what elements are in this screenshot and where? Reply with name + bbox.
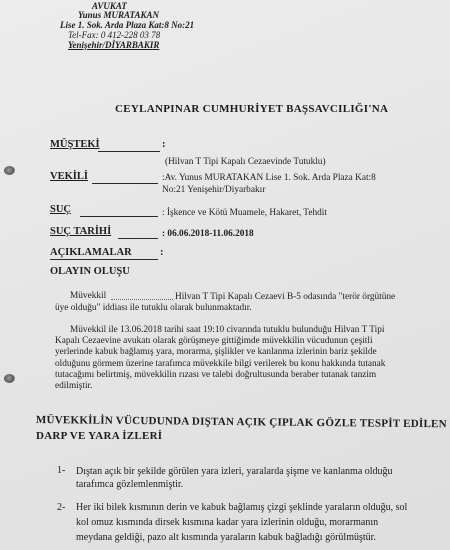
lawyer-address: Lise 1. Sok. Arda Plaza Kat:8 No:21 <box>60 20 195 30</box>
item-number: 1- <box>57 465 66 476</box>
lawyer-telfax: Tel-Fax: 0 412-228 03 78 <box>68 30 161 40</box>
item-1-line2: tarafımca gözlemlenmiştir. <box>76 479 184 490</box>
olay-paragraph-2 <box>55 325 415 392</box>
client-name-redacted <box>111 297 173 300</box>
olay-p1-start: Müvekkil <box>70 291 107 301</box>
vekili-label: VEKİLİ <box>50 171 88 182</box>
suc-value: : İşkence ve Kötü Muamele, Hakaret, Tehdit <box>162 208 327 218</box>
lawyer-title: AVUKAT <box>92 1 127 11</box>
section-heading-line1: MÜVEKKİLİN VÜCUDUNDA DIŞTAN AÇIK ÇIPLAK GÖZLE TESPİT EDİLEN <box>35 414 447 431</box>
suc-label: SUÇ <box>50 204 72 215</box>
item-2-line1: Her iki bilek kısmının derin ve kabuk bağlamış çizgi şeklinde yaraların olduğu, sol <box>76 502 408 513</box>
olay-p2-line: edilmiştir. <box>55 381 93 392</box>
item-2-line3: meydana geldiği, pazo alt kısmında yaraların kabuk bağladığı görülmüştür. <box>76 532 376 543</box>
olay-p2-line: Kapalı Cezaevine avukatı olarak görüşmeye gittiğimde müvekkilin vücudunun çeşitli <box>55 336 373 347</box>
suc-tarihi-line <box>118 238 158 239</box>
suc-tarihi-label: SUÇ TARİHİ <box>50 226 112 237</box>
musteki-label: MÜŞTEKİ <box>50 139 100 150</box>
musteki-redacted-line <box>98 151 160 152</box>
suc-tarihi-value: : 06.06.2018-11.06.2018 <box>162 229 254 239</box>
olay-p2-line: olduğunu görmem üzerine tarafımca müvekkile bilgi verilerek bu konu hakkında tutanak <box>55 358 386 369</box>
punch-hole <box>4 374 15 383</box>
aciklamalar-line <box>50 259 158 260</box>
section-heading-line2: DARP VE YARA İZLERİ <box>36 430 163 442</box>
olay-title: OLAYIN OLUŞU <box>50 266 130 277</box>
musteki-value: (Hilvan T Tipi Kapalı Cezaevinde Tutuklu) <box>165 157 326 167</box>
aciklamalar-colon: : <box>160 247 164 258</box>
olay-p1-middle: Hilvan T Tipi Kapalı Cezaevi B-5 odasında "terör örgütüne <box>175 292 396 302</box>
olay-p2-line: tutacağımı belirtmiş, müvekkilin rızası ve talebi doğrultusunda beraber tutanak tanzim <box>55 369 377 380</box>
item-number: 2- <box>57 502 66 513</box>
lawyer-name: Yunus MURATAKAN <box>78 10 159 20</box>
suc-line <box>80 216 158 217</box>
item-1-line1: Dıştan açık bir şekilde görülen yara izleri, yaralarda şişme ve kanlanma olduğu <box>76 466 393 477</box>
aciklamalar-label: AÇIKLAMALAR <box>50 247 132 258</box>
vekili-value-line2: No:21 Yenişehir/Diyarbakır <box>162 185 266 195</box>
item-2-line2: kol omuz kısmında dirsek kısmına kadar yara izlerinin olduğu, morarmanın <box>76 517 379 528</box>
punch-hole <box>4 166 15 175</box>
olay-p1-end: üye olduğu" iddiası ile tutuklu olarak bulunmaktadır. <box>55 303 252 313</box>
addressee-title: CEYLANPINAR CUMHURİYET BAŞSAVCILIĞI'NA <box>115 103 389 115</box>
olay-p2-line: Müvekkil ile 13.06.2018 tarihi saat 19:10 civarında tutuklu bulunduğu Hilvan T Tipi <box>70 325 385 335</box>
lawyer-city: Yenişehir/DİYARBAKIR <box>68 40 160 50</box>
vekili-line <box>92 183 158 184</box>
vekili-value-line1: :Av. Yunus MURATAKAN Lise 1. Sok. Arda Plaza Kat:8 <box>162 173 376 183</box>
olay-p2-line: yerlerinde kabuk bağlamış yara, morarma, şişlikler ve kanlanma izlerinin bariz şekilde <box>55 347 377 358</box>
musteki-colon: : <box>162 139 166 150</box>
